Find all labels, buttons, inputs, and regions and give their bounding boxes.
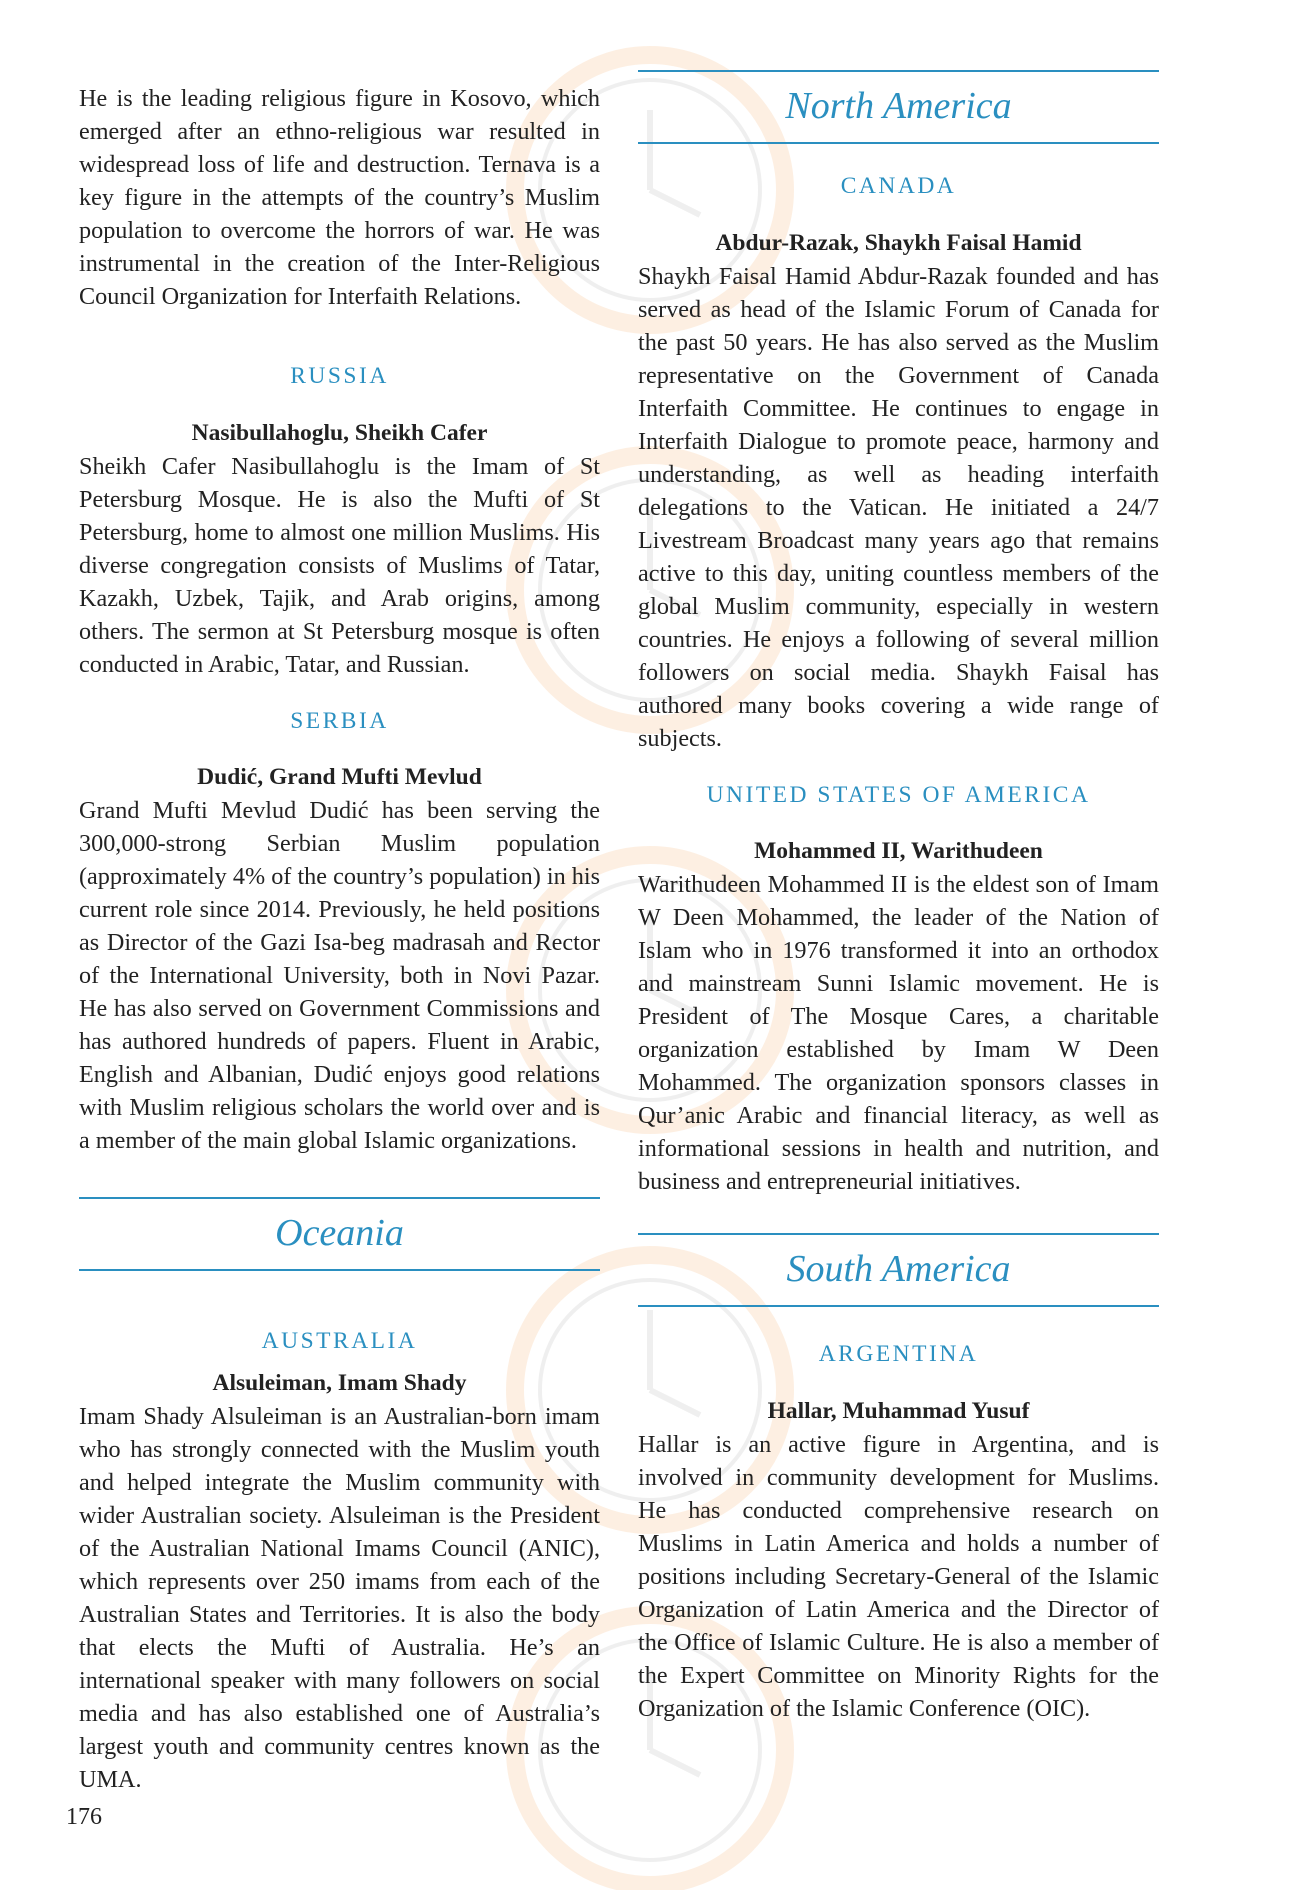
bio-warithudeen: Warithudeen Mohammed II is the eldest son of Imam W Deen Mohammed, the leader of the Nation of Islam who in 1976 transformed it into an orthodox and mainstream Sunni Islamic movement. He is President of The Mosque Cares, a charitable organization established by Imam W Deen Mohammed. The organization sponsors classes in Qur’anic Arabic and financial literacy, as well as informational sessions in health and nutrition, and business and entrepreneurial initiatives. [638, 871, 1159, 1195]
page-number: 176 [66, 1804, 102, 1830]
country-heading-usa: UNITED STATES OF AMERICA [706, 782, 1091, 808]
person-name-alsuleiman: Alsuleiman, Imam Shady [212, 1370, 467, 1396]
person-name-nasibullahoglu: Nasibullahoglu, Sheikh Cafer [191, 420, 488, 446]
person-name-hallar: Hallar, Muhammad Yusuf [767, 1398, 1030, 1424]
country-heading-canada: CANADA [840, 173, 957, 199]
bio-nasibullahoglu: Sheikh Cafer Nasibullahoglu is the Imam of St Petersburg Mosque. He is also the Mufti of St Petersburg, home to almost one million Muslims. His diverse congregation consists of Muslims of Tatar, Kazakh, Uzbek, Tajik, and Arab origins, among others. The sermon at St Petersburg mosque is often conducted in Arabic, Tatar, and Russian. [79, 453, 600, 678]
left-column [79, 82, 600, 1796]
kosovo-intro-text: He is the leading religious figure in Kosovo, which emerged after an ethno-religious war resulted in widespread loss of life and destruction. Ternava is a key figure in the attempts of the country’s Muslim population to overcome the horrors of war. He was instrumental in the creation of the Inter-Religious Council Organization for Interfaith Relations. [79, 85, 600, 310]
bio-abdur-razak: Shaykh Faisal Hamid Abdur-Razak founded and has served as head of the Islamic Forum of Canada for the past 50 years. He has also served as the Muslim representative on the Government of Canada Interfaith Committee. He continues to engage in Interfaith Dialogue to promote peace, harmony and understanding, as well as heading interfaith delegations to the Vatican. He initiated a 24/7 Livestream Broadcast many years ago that remains active to this day, uniting countless members of the global Muslim community, especially in western countries. He enjoys a following of several million followers on social media. Shaykh Faisal has authored many books covering a wide range of subjects. [638, 263, 1159, 752]
region-heading-south-america: South America [638, 1233, 1159, 1307]
country-heading-russia: RUSSIA [290, 363, 389, 389]
right-column [638, 70, 1159, 1725]
person-name-warithudeen: Mohammed II, Warithudeen [754, 838, 1043, 864]
person-name-dudic: Dudić, Grand Mufti Mevlud [197, 764, 482, 790]
country-heading-australia: AUSTRALIA [261, 1328, 418, 1354]
person-name-abdur-razak: Abdur-Razak, Shaykh Faisal Hamid [715, 230, 1082, 256]
country-heading-serbia: SERBIA [290, 708, 389, 734]
region-heading-oceania: Oceania [79, 1197, 600, 1271]
country-heading-argentina: ARGENTINA [818, 1341, 979, 1367]
region-heading-north-america: North America [638, 70, 1159, 144]
bio-alsuleiman: Imam Shady Alsuleiman is an Australian-born imam who has strongly connected with the Muslim youth and helped integrate the Muslim community with wider Australian society. Alsuleiman is the President of the Australian National Imams Council (ANIC), which represents over 250 imams from each of the Australian States and Territories. It is also the body that elects the Mufti of Australia. He’s an international speaker with many followers on social media and has also established one of Australia’s largest youth and community centres known as the UMA. [79, 1403, 600, 1793]
bio-dudic: Grand Mufti Mevlud Dudić has been serving the 300,000-strong Serbian Muslim population (approximately 4% of the country’s population) in his current role since 2014. Previously, he held positions as Director of the Gazi Isa-beg madrasah and Rector of the International University, both in Novi Pazar. He has also served on Government Commissions and has authored hundreds of papers. Fluent in Arabic, English and Albanian, Dudić enjoys good relations with Muslim religious scholars the world over and is a member of the main global Islamic organizations. [79, 797, 600, 1154]
bio-hallar: Hallar is an active figure in Argentina, and is involved in community development for Muslims. He has conducted comprehensive research on Muslims in Latin America and holds a number of positions including Secretary-General of the Islamic Organization of Latin America and the Director of the Office of Islamic Culture. He is also a member of the Expert Committee on Minority Rights for the Organization of the Islamic Conference (OIC). [638, 1431, 1159, 1722]
